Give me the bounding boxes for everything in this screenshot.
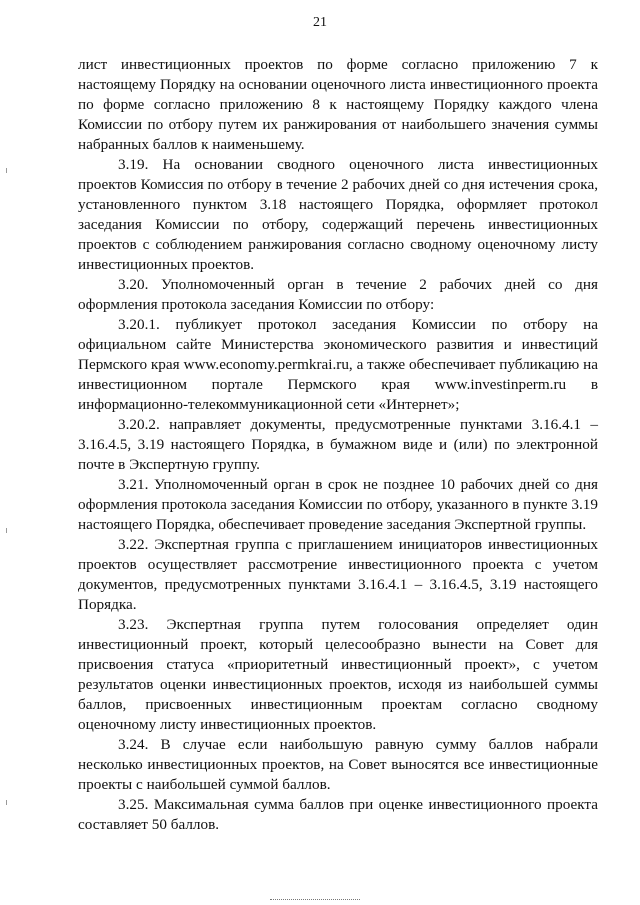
paragraph-3-22: 3.22. Экспертная группа с приглашением инициаторов инвестиционных проектов осуществляет рассмотрение инвестиционного проекта с учетом документов, предусмотренных пунктами 3.16.4.1 – 3.16.4.5, 3.19 настоящего Порядка. bbox=[78, 536, 598, 613]
paragraph-3-25: 3.25. Максимальная сумма баллов при оценке инвестиционного проекта составляет 50 баллов. bbox=[78, 796, 598, 833]
page-number: 21 bbox=[313, 15, 327, 30]
paragraph-continuation: лист инвестиционных проектов по форме согласно приложению 7 к настоящему Порядку на основании оценочного листа инвестиционного проекта по форме согласно приложению 8 к настоящему Порядку каждого члена Комиссии по отбору путем их ранжирования от наибольшего значения суммы набранных баллов к наименьшему. bbox=[78, 56, 598, 153]
scan-margin-mark bbox=[6, 528, 7, 533]
paragraph-3-23: 3.23. Экспертная группа путем голосования определяет один инвестиционный проект, который целесообразно вынести на Совет для присвоения статуса «приоритетный инвестиционный проект», с учетом результатов оценки инвестиционных проектов, исходя из наибольшей суммы баллов, присвоенных инвестиционным проектам согласно сводному оценочному листу инвестиционных проектов. bbox=[78, 616, 598, 733]
document-body bbox=[78, 55, 598, 835]
paragraph-3-20-1: 3.20.1. публикует протокол заседания Комиссии по отбору на официальном сайте Министерства экономического развития и инвестиций Пермского края www.economy.permkrai.ru, а также обеспечивает публикацию на инвестиционном портале Пермского края www.investinperm.ru в информационно-телекоммуникационной сети «Интернет»; bbox=[78, 316, 598, 413]
scan-margin-mark bbox=[6, 800, 7, 805]
paragraph-3-20: 3.20. Уполномоченный орган в течение 2 рабочих дней со дня оформления протокола заседания Комиссии по отбору: bbox=[78, 276, 598, 313]
scan-bottom-artifact bbox=[270, 899, 360, 902]
paragraph-3-19: 3.19. На основании сводного оценочного листа инвестиционных проектов Комиссия по отбору в течение 2 рабочих дней со дня истечения срока, установленного пунктом 3.18 настоящего Порядка, оформляет протокол заседания Комиссии по отбору, содержащий перечень инвестиционных проектов с соблюдением ранжирования согласно сводному оценочному листу инвестиционных проектов. bbox=[78, 156, 598, 273]
scan-margin-mark bbox=[6, 168, 7, 173]
paragraph-3-21: 3.21. Уполномоченный орган в срок не позднее 10 рабочих дней со дня оформления протокола заседания Комиссии по отбору, указанного в пункте 3.19 настоящего Порядка, обеспечивает проведение заседания Экспертной группы. bbox=[78, 476, 598, 533]
paragraph-3-24: 3.24. В случае если наибольшую равную сумму баллов набрали несколько инвестиционных проектов, на Совет выносятся все инвестиционные проекты с наибольшей суммой баллов. bbox=[78, 736, 598, 793]
paragraph-3-20-2: 3.20.2. направляет документы, предусмотренные пунктами 3.16.4.1 – 3.16.4.5, 3.19 настоящего Порядка, в бумажном виде и (или) по электронной почте в Экспертную группу. bbox=[78, 416, 598, 473]
